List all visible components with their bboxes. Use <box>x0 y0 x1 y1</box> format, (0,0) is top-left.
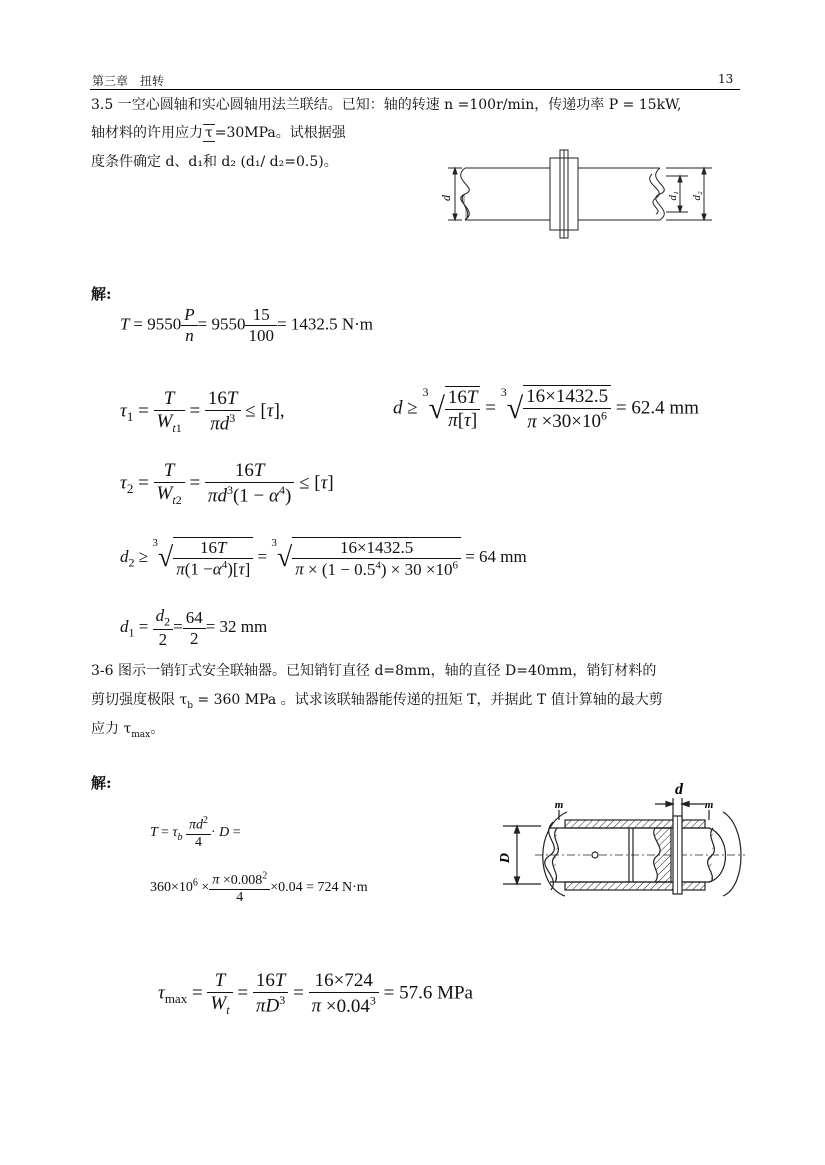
solution-label-3-6: 解: <box>91 774 112 792</box>
problem-3-5-line-2 <box>91 122 346 142</box>
equation-d: d ≥ $^3$√ $\frac{16T}{\pi[\tau]}$ = $^3$√ $\frac{16\times 1432.5}{\pi \times 30\times 10^6}$ = 62.4 mm <box>393 385 699 433</box>
fig-label-m-right: m <box>704 799 714 811</box>
chapter-title: 第三章 扭转 <box>92 74 165 88</box>
equation-torque: T = 9550 $\frac{P}{n}$ = 9550 $\frac{15}{100}$ = 1432.5 N·m <box>120 305 373 345</box>
problem-3-6-line-2b: = 360 MPa 。试求该联轴器能传递的扭矩 T，并据此 T 值计算轴的最大剪 <box>192 692 663 708</box>
pin-coupling-figure <box>495 776 750 898</box>
allowable-stress-symbol: τ <box>205 125 213 141</box>
equation-d2: $d_2 \ge ^3√$ $\frac{16T}{\pi(1 -\alpha^4)[\tau]}$ = $^3$√ $\frac{16\times 1432.5}{\pi \times (1 - 0.5^4) \times 30 \times 10^6}$ = 64 mm <box>120 537 527 579</box>
equation-pin-torque: $T = \tau_b$ $\frac{\pi d^2}{4}$ · D = <box>150 815 241 850</box>
fig-label-d2: d₂ <box>691 191 703 201</box>
problem-3-5-line-2c: =30MPa。试根据强 <box>214 125 346 141</box>
problem-3-6-line-3 <box>91 718 164 740</box>
problem-3-6-line-3b: 。 <box>150 721 165 737</box>
page-number: 13 <box>718 72 734 86</box>
equation-d1: $d_1$ = $\frac{d_2}{2}$ = $\frac{64}{2}$ = 32 mm <box>120 606 268 650</box>
equation-tau2: $\tau_2$ = $\frac{T}{W_{t2}}$ = $\frac{16T}{\pi d^3(1 - \alpha^4)}$ ≤ [τ] <box>120 460 334 507</box>
problem-3-6-line-2 <box>91 689 663 711</box>
fig-label-d: d <box>439 195 453 201</box>
fig-label-m-left: m <box>554 799 564 811</box>
problem-3-6-line-2a: 剪切强度极限 τ <box>91 692 188 708</box>
header-rule <box>90 89 740 90</box>
fig-label-pin-d: d <box>675 781 683 798</box>
equation-pin-torque-value: $360\times 10^6$ × $\frac{\pi \times 0.008^2}{4}$ ×0.04 = 724 N·m <box>150 870 368 905</box>
fig-label-D: D <box>498 852 513 864</box>
problem-3-6-line-1: 3-6 图示一销钉式安全联轴器。已知销钉直径 d=8mm，轴的直径 D=40mm，销钉材料的 <box>91 663 657 679</box>
tau-b-subscript: b <box>187 700 193 711</box>
problem-3-6-line-3a: 应力 τ <box>91 721 132 737</box>
fig-label-d1: d₁ <box>667 191 679 201</box>
problem-3-5-line-2a: 轴材料的许用应力 <box>91 125 203 141</box>
problem-3-5-line-3: 度条件确定 d、d₁和 d₂ (d₁/ d₂=0.5)。 <box>91 154 338 170</box>
equation-tau-max: $\tau_{max}$ = $\frac{T}{W_t}$ = $\frac{16T}{\pi D^3}$ = $\frac{16\times 724}{\pi \times 0.04^3}$ = 57.6 MPa <box>158 970 473 1017</box>
equation-tau1: $\tau_1$ = $\frac{T}{W_{t1}}$ = $\frac{16T}{\pi d^3}$ ≤ [τ], <box>120 388 285 435</box>
problem-3-5-line-1: 3.5 一空心圆轴和实心圆轴用法兰联结。已知：轴的转速 n =100r/min，传递功率 P = 15kW, <box>91 97 682 113</box>
solution-label-3-5: 解: <box>91 285 112 303</box>
tau-max-subscript: max <box>131 729 151 740</box>
flange-coupling-figure <box>420 148 725 240</box>
